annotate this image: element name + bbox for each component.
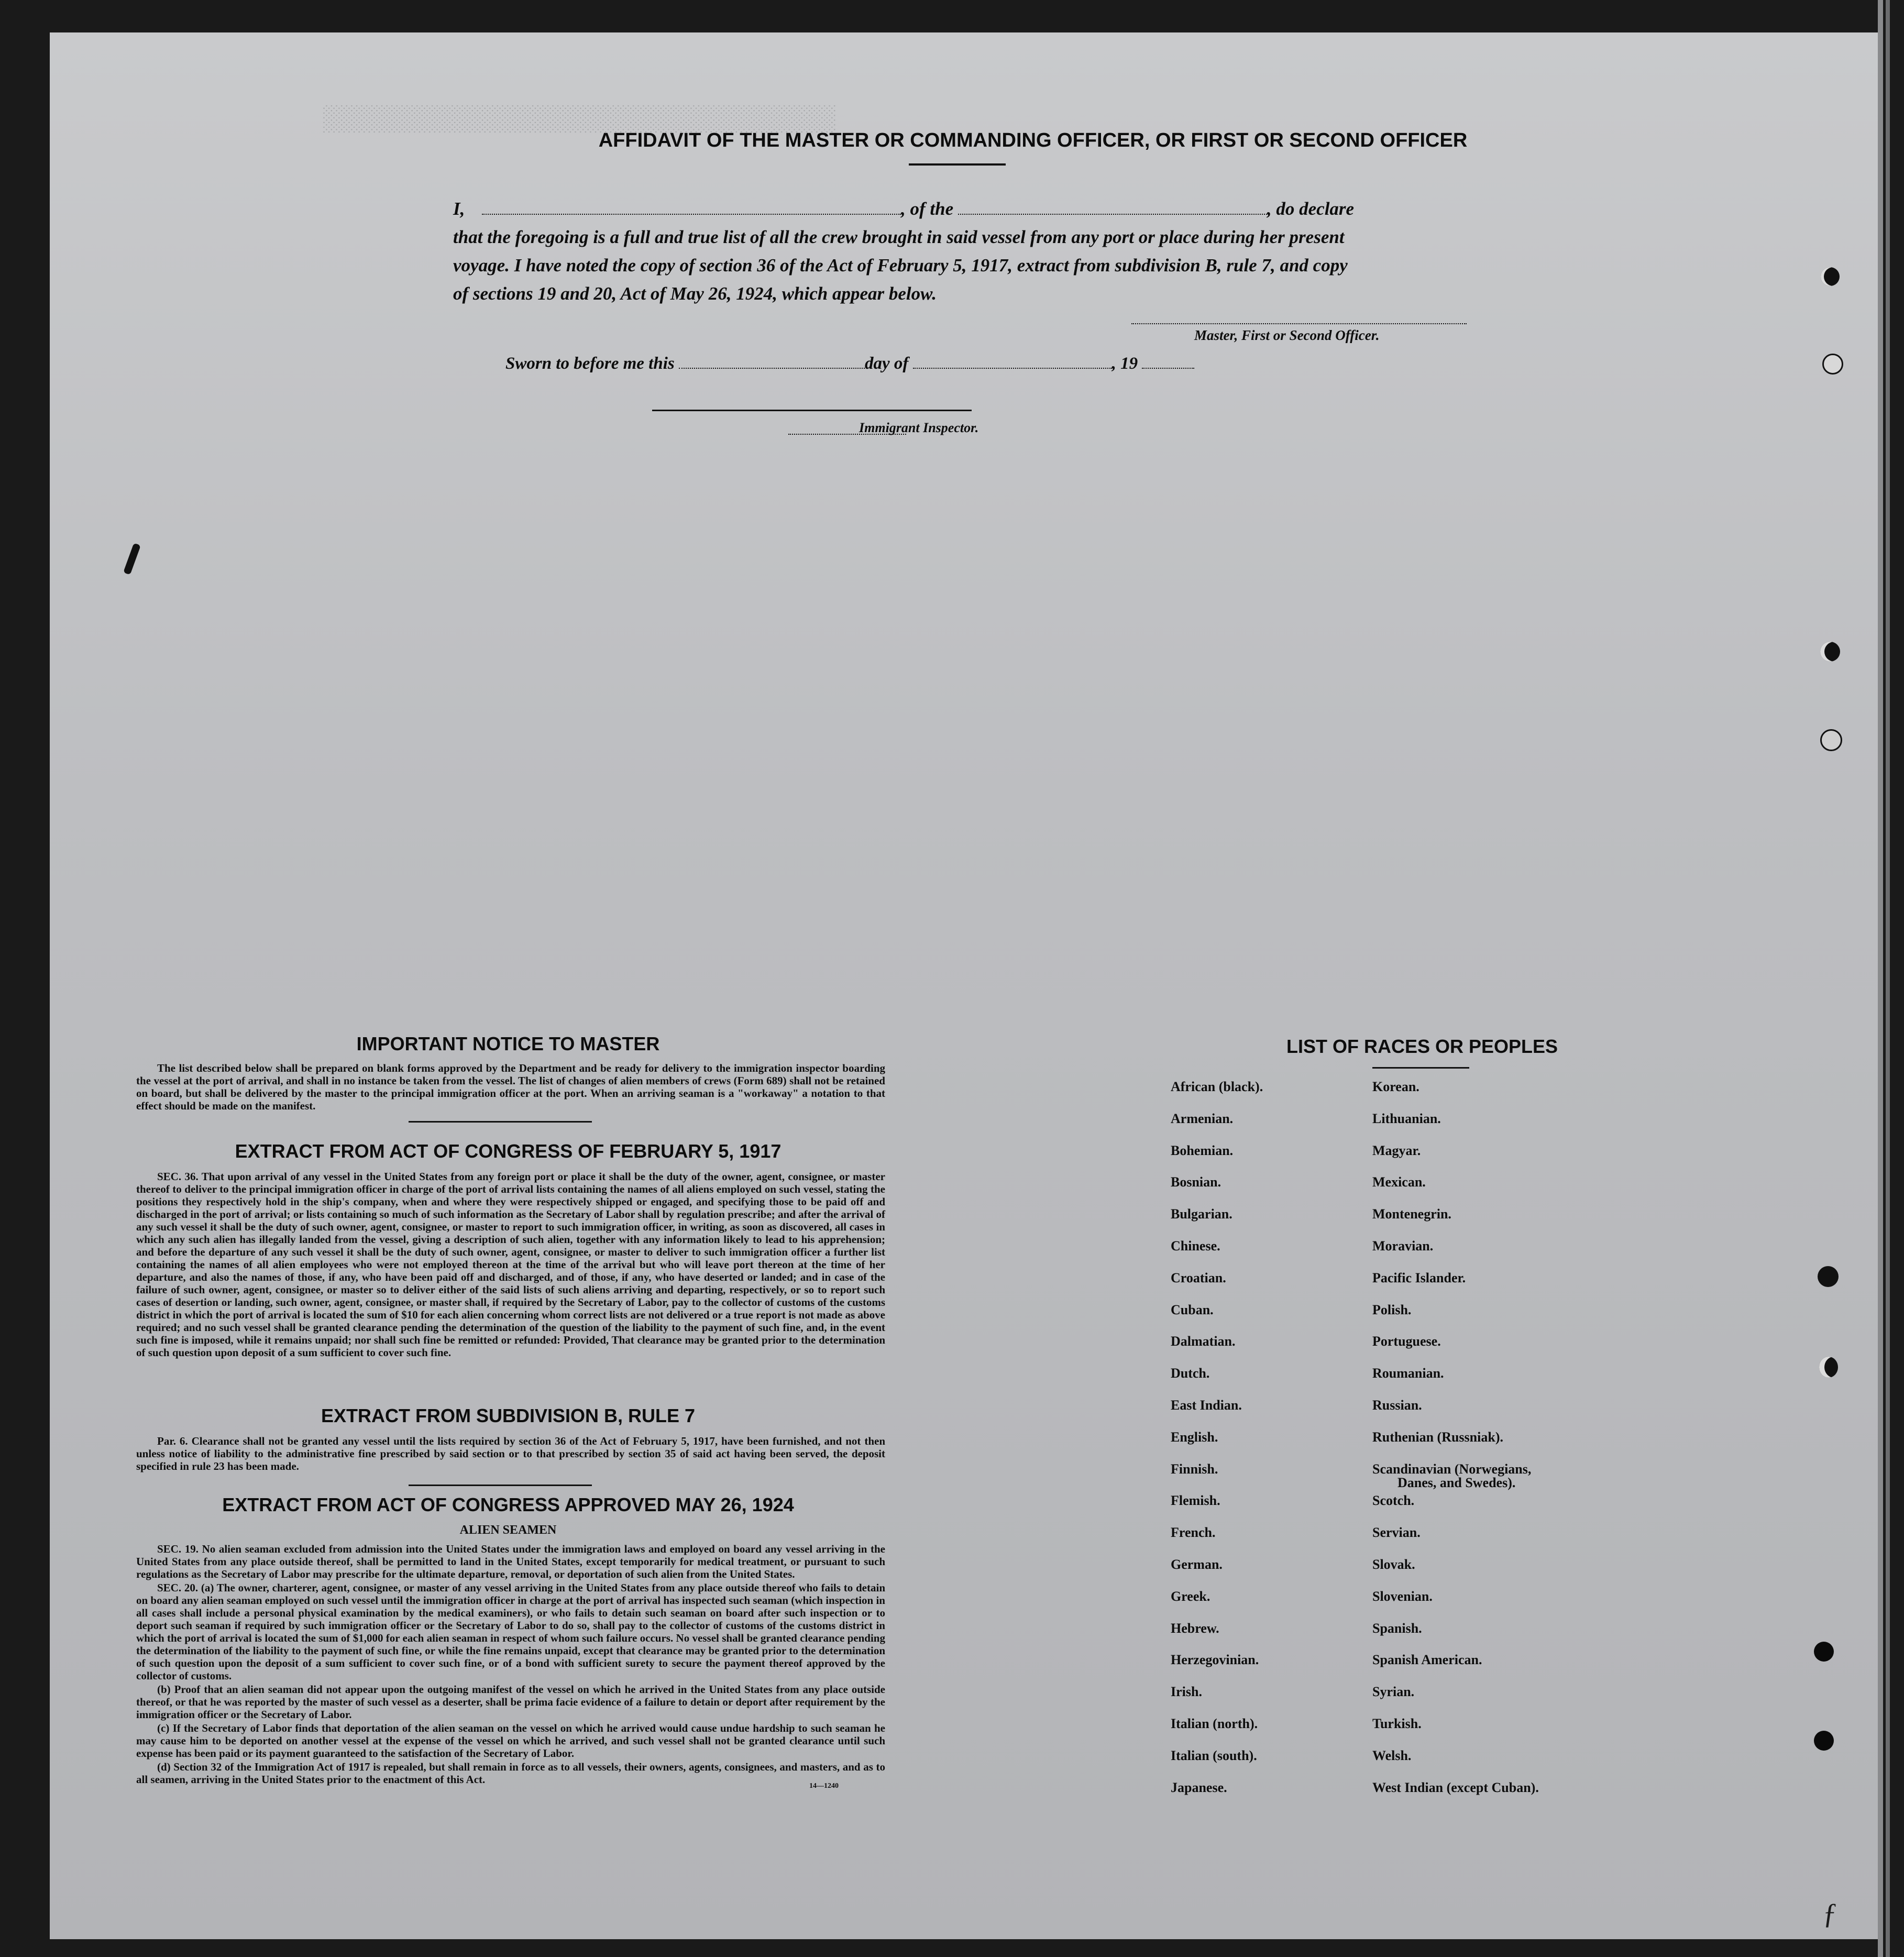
race-item: Italian (south). <box>1171 1747 1257 1763</box>
sworn-prefix: Sworn to before me this <box>505 354 675 373</box>
race-item: Roumanian. <box>1372 1366 1444 1381</box>
race-item: Croatian. <box>1171 1270 1226 1285</box>
section-20b-paragraph: (b) Proof that an alien seaman did not appear upon the outgoing manifest of the vessel on which he arrived in the United States from any place outside thereof, or that he was reported by the master of such vessel as a deserter, shall be prima facie evidence of a failure to detain or deport after requirement by the immigration officer or the Secretary of Labor. <box>136 1683 885 1721</box>
race-item: Welsh. <box>1372 1747 1412 1763</box>
race-item: Ruthenian (Russniak). <box>1372 1429 1503 1445</box>
races-divider <box>1372 1067 1469 1069</box>
race-item: English. <box>1171 1429 1218 1445</box>
race-item: Korean. <box>1372 1079 1419 1094</box>
section-20a-paragraph: SEC. 20. (a) The owner, charterer, agent, consignee, or master of any vessel arriving in the United States from any place outside thereof who fails to detain on board any alien seaman employed on such vessel until the immigration officer in charge at the port of arrival has inspected such seaman (which inspection in all cases shall include a personal physical examination by the medical examiners), or who fails to detain such seaman on board after such inspection or to deport such seaman if required by such immigration officer or the Secretary of Labor to do so, shall pay to the collector of customs of the customs district in which the port of arrival is located the sum of $1,000 for each alien seaman in respect of whom such failure occurs. No vessel shall be granted clearance pending the determination of the liability to the payment of such fine, or while the fine remains unpaid, except that clearance may be granted prior to the determination of such question upon the deposit of a sum sufficient to cover such fine, or of a bond with sufficient surety to secure the payment thereof approved by the collector of customs. <box>136 1581 885 1682</box>
race-item: Chinese. <box>1171 1238 1220 1254</box>
race-item: Lithuanian. <box>1372 1111 1441 1126</box>
race-item: Dutch. <box>1171 1366 1210 1381</box>
extract-1924-body <box>136 1543 885 1787</box>
affidavit-line-3: voyage. I have noted the copy of section 36 of the Act of February 5, 1917, extract from subdivision B, rule 7, and copy <box>453 255 1348 276</box>
notice-title: IMPORTANT NOTICE TO MASTER <box>356 1033 660 1054</box>
section-19-paragraph: SEC. 19. No alien seaman excluded from admission into the United States under the immigration laws and employed on board any vessel arriving in the United States from any place outside thereof, shall be permitted to land in the United States, except temporarily for medical treatment, or pursuant to such regulations as the Secretary of Labor may prescribe for the ultimate departure, removal, or deportation of such alien from the United States. <box>136 1543 885 1580</box>
race-item: Syrian. <box>1372 1684 1415 1700</box>
extract-1917-title: EXTRACT FROM ACT OF CONGRESS OF FEBRUARY 5, 1917 <box>235 1140 782 1162</box>
race-item: Armenian. <box>1171 1111 1234 1126</box>
handwritten-mark-icon: ƒ <box>1823 1898 1837 1930</box>
race-item: Magyar. <box>1372 1142 1421 1158</box>
race-item: Montenegrin. <box>1372 1206 1451 1222</box>
race-item: Moravian. <box>1372 1238 1434 1254</box>
race-item: Portuguese. <box>1372 1334 1441 1349</box>
notice-paragraph: The list described below shall be prepared on blank forms approved by the Department and be ready for delivery to the immigration inspector boarding the vessel at the port of arrival, and shall in no instance be taken from the vessel. The list of changes of alien members of crews (Form 689) shall not be retained on board, but shall be delivered by the master to the principal immigration officer at the port. When an arriving seaman is a "workaway" a notation to that effect should be made on the manifest. <box>136 1062 885 1112</box>
race-item: West Indian (except Cuban). <box>1372 1779 1539 1795</box>
race-item: Scandinavian (Norwegians, <box>1372 1461 1532 1477</box>
punch-hole-icon <box>1822 354 1843 375</box>
sworn-line <box>505 352 1194 373</box>
section-36-paragraph: SEC. 36. That upon arrival of any vessel in the United States from any foreign port or place it shall be the duty of the owner, agent, consignee, or master thereof to deliver to the principal immigration officer in charge of the port of arrival lists containing the names of all aliens employed on such vessel, stating the positions they respectively hold in the ship's company, when and where they were respectively shipped or engaged, and specifying those to be paid off and discharged in the port of arrival; or lists containing so much of such information as the Secretary of Labor shall by regulation prescribe; and after the arrival of any such vessel it shall be the duty of such owner, agent, consignee, or master to report to such immigration officer, in writing, as soon as discovered, all cases in which any such alien has illegally landed from the vessel, giving a description of such alien, together with any information likely to lead to his apprehension; and before the departure of any such vessel it shall be the duty of such owner, agent, consignee, or master to deliver to such immigration officer a further list containing the names of all alien employees who were not employed thereon at the time of the arrival but who will leave port thereon at the time of her departure, and also the names of those, if any, who have been paid off and discharged, and of those, if any, who have deserted or landed; and in case of the failure of such owner, agent, consignee, or master so to deliver either of the said lists of such aliens arriving and departing, respectively, or so to report such cases of desertion or landing, such owner, agent, consignee, or master shall, if required by the Secretary of Labor, pay to the collector of customs of the customs district in which the port of arrival is located the sum of $10 for each alien concerning whom correct lists are not delivered or a true report is not made as above required; and no such vessel shall be granted clearance pending the determination of the question of the liability to the payment of such fine, and, in the event such fine is imposed, while it remains unpaid; nor shall such fine be remitted or refunded: Provided, That clearance may be granted prior to the determination of such question upon deposit of a sum sufficient to cover such fine. <box>136 1170 885 1359</box>
title-divider <box>909 163 1006 166</box>
race-item: Pacific Islander. <box>1372 1270 1466 1285</box>
edge-strip <box>1878 0 1883 1957</box>
race-item: Finnish. <box>1171 1461 1218 1477</box>
notice-body <box>136 1062 885 1113</box>
race-item: Servian. <box>1372 1525 1421 1541</box>
document-sheet <box>50 32 1878 1939</box>
sworn-day-label: day of <box>864 354 909 373</box>
races-title: LIST OF RACES OR PEOPLES <box>1286 1036 1558 1057</box>
race-item: Irish. <box>1171 1684 1202 1700</box>
punch-hole-icon <box>1820 729 1842 751</box>
extract-rule7-title: EXTRACT FROM SUBDIVISION B, RULE 7 <box>321 1405 696 1426</box>
sworn-month-field[interactable] <box>913 352 1112 369</box>
section-20d-paragraph: (d) Section 32 of the Immigration Act of 1917 is repealed, but shall remain in force as to all vessels, their owners, agents, consignees, and masters, and as to all seamen, arriving in the United States prior to the enactment of this Act. <box>136 1761 885 1786</box>
extract-rule7-body <box>136 1435 885 1474</box>
alien-seamen-subtitle: ALIEN SEAMEN <box>459 1523 557 1537</box>
race-item: Flemish. <box>1171 1493 1220 1509</box>
extract-1917-body <box>136 1170 885 1360</box>
race-item: African (black). <box>1171 1079 1263 1094</box>
race-item: Bosnian. <box>1171 1174 1221 1190</box>
race-item: Spanish. <box>1372 1620 1422 1636</box>
affidavit-i-label: I, <box>453 199 465 219</box>
affidavit-title: AFFIDAVIT OF THE MASTER OR COMMANDING OFFICER, OR FIRST OR SECOND OFFICER <box>598 129 1468 151</box>
sworn-year-label: , 19 <box>1111 354 1138 373</box>
race-item: Greek. <box>1171 1588 1210 1604</box>
race-item: Cuban. <box>1171 1302 1214 1317</box>
punch-hole-icon <box>1820 642 1840 662</box>
race-item: Mexican. <box>1372 1174 1426 1190</box>
affidavit-body <box>453 195 1522 308</box>
rule7-paragraph: Par. 6. Clearance shall not be granted any vessel until the lists required by section 36 of the Act of February 5, 1917, have been furnished, and not then unless notice of liability to the administrative fine prescribed by said section or to that prescribed by section 35 of said act having been served, the deposit specified in rule 23 has been made. <box>136 1435 885 1472</box>
name-field[interactable] <box>482 198 901 215</box>
master-signature-line[interactable] <box>1131 323 1467 324</box>
punch-hole-icon <box>1819 1357 1838 1378</box>
race-item: Bohemian. <box>1171 1142 1234 1158</box>
sworn-day-field[interactable] <box>679 352 865 369</box>
punch-hole-icon <box>1814 1731 1834 1751</box>
inspector-label: Immigrant Inspector. <box>859 420 979 435</box>
section-20c-paragraph: (c) If the Secretary of Labor finds that deportation of the alien seaman on the vessel on which he arrived would cause undue hardship to such seaman he may cause him to be deported on another vessel at the expense of the vessel on which he arrived, and such vessel shall not be granted clearance until such expense has been paid or its payment guaranteed to the satisfaction of the Secretary of Labor. <box>136 1722 885 1760</box>
punch-hole-icon <box>1821 267 1840 286</box>
vessel-field[interactable] <box>958 198 1267 215</box>
race-item: Bulgarian. <box>1171 1206 1232 1222</box>
punch-hole-icon <box>1818 1266 1839 1287</box>
inspector-signature-line[interactable] <box>652 410 972 411</box>
punch-hole-icon <box>1814 1642 1834 1662</box>
race-item: Russian. <box>1372 1398 1422 1413</box>
affidavit-line-2: that the foregoing is a full and true list of all the crew brought in said vessel from any port or place during her present <box>453 227 1345 247</box>
race-item: Italian (north). <box>1171 1716 1258 1731</box>
affidavit-line-4: of sections 19 and 20, Act of May 26, 1924, which appear below. <box>453 283 937 304</box>
form-number: 14—1240 <box>809 1782 839 1790</box>
master-label: Master, First or Second Officer. <box>1194 327 1380 343</box>
affidavit-line-1 <box>453 195 1522 223</box>
race-item: German. <box>1171 1557 1223 1572</box>
sworn-year-field[interactable] <box>1142 352 1194 369</box>
race-item: Dalmatian. <box>1171 1334 1236 1349</box>
race-item: Herzegovinian. <box>1171 1652 1259 1668</box>
race-item: Scotch. <box>1372 1493 1415 1509</box>
race-item: Japanese. <box>1171 1779 1227 1795</box>
race-item: Danes, and Swedes). <box>1397 1475 1516 1490</box>
edge-strip <box>1886 0 1890 1957</box>
bleed-through: ░░░░░░░░░░░░░░░░░░░░░░░░░░░░░░░░░░ <box>322 106 835 134</box>
race-item: French. <box>1171 1525 1216 1541</box>
notice-divider <box>409 1121 592 1123</box>
affidavit-of-label: , of the <box>901 199 954 219</box>
race-item: Hebrew. <box>1171 1620 1219 1636</box>
race-item: Polish. <box>1372 1302 1412 1317</box>
race-item: Spanish American. <box>1372 1652 1482 1668</box>
race-item: Turkish. <box>1372 1716 1422 1731</box>
affidavit-declare-label: , do declare <box>1267 199 1355 219</box>
extract-1924-title: EXTRACT FROM ACT OF CONGRESS APPROVED MAY 26, 1924 <box>222 1494 794 1515</box>
ink-mark-icon <box>123 543 141 575</box>
race-item: East Indian. <box>1171 1398 1242 1413</box>
race-item: Slovenian. <box>1372 1588 1433 1604</box>
rule7-divider <box>409 1485 592 1486</box>
race-item: Slovak. <box>1372 1557 1415 1572</box>
